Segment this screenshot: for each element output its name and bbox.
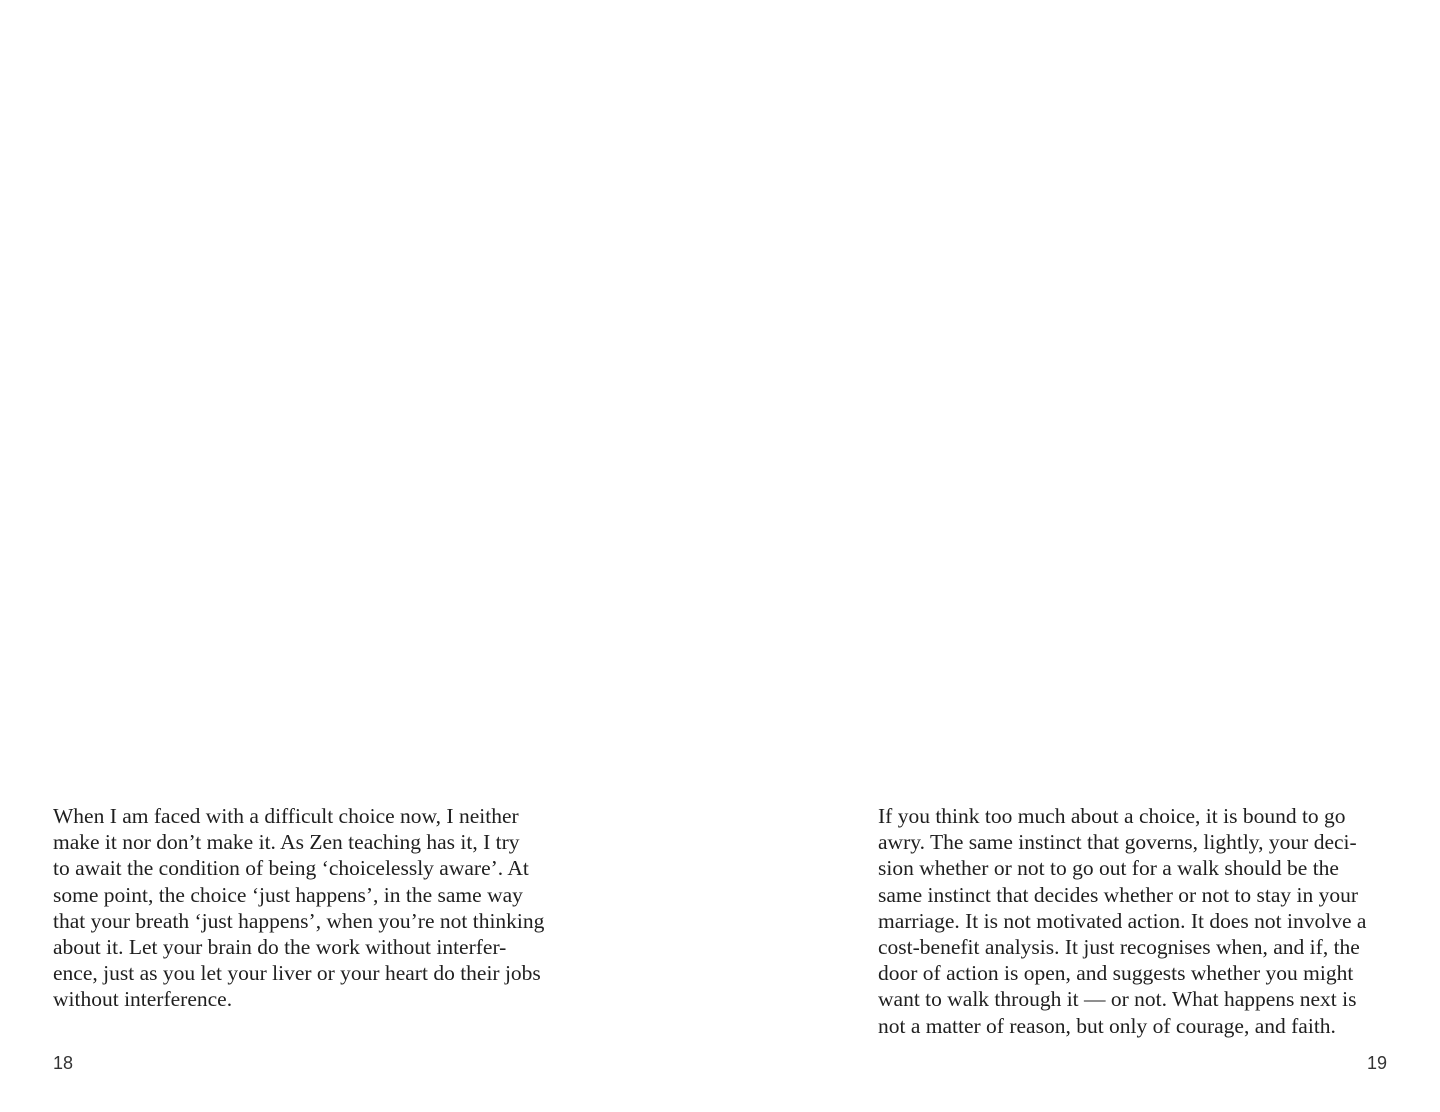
paragraph-line: make it nor don’t make it. As Zen teaching has it, I try: [53, 830, 520, 855]
paragraph-line: want to walk through it — or not. What happens next is: [878, 987, 1357, 1012]
left-page-paragraph: [53, 803, 544, 1013]
right-page-paragraph: [878, 803, 1366, 1039]
paragraph-line: same instinct that decides whether or not to stay in your: [878, 882, 1359, 907]
paragraph-line: to await the condition of being ‘choicelessly aware’. At: [53, 856, 529, 881]
paragraph-line: awry. The same instinct that governs, lightly, your deci-: [878, 830, 1357, 855]
paragraph-line: that your breath ‘just happens’, when you’re not thinking: [53, 908, 545, 933]
paragraph-line: some point, the choice ‘just happens’, in the same way: [53, 882, 523, 907]
page-number-right: 19: [1366, 1053, 1387, 1073]
paragraph-line: When I am faced with a difficult choice now, I neither: [53, 804, 519, 828]
paragraph-line: If you think too much about a choice, it is bound to go: [878, 804, 1346, 828]
page-number-left: 18: [53, 1053, 74, 1073]
paragraph-line: cost-benefit analysis. It just recognises when, and if, the: [878, 935, 1360, 960]
paragraph-line: door of action is open, and suggests whether you might: [878, 961, 1354, 986]
paragraph-line: about it. Let your brain do the work without interfer-: [53, 935, 507, 960]
paragraph-line: sion whether or not to go out for a walk should be the: [878, 856, 1339, 881]
paragraph-line: without interference.: [53, 987, 233, 1012]
paragraph-line: ence, just as you let your liver or your heart do their jobs: [53, 961, 541, 986]
paragraph-line: not a matter of reason, but only of courage, and faith.: [878, 1013, 1336, 1038]
paragraph-line: marriage. It is not motivated action. It does not involve a: [878, 908, 1367, 933]
right-page: [720, 0, 1440, 1112]
